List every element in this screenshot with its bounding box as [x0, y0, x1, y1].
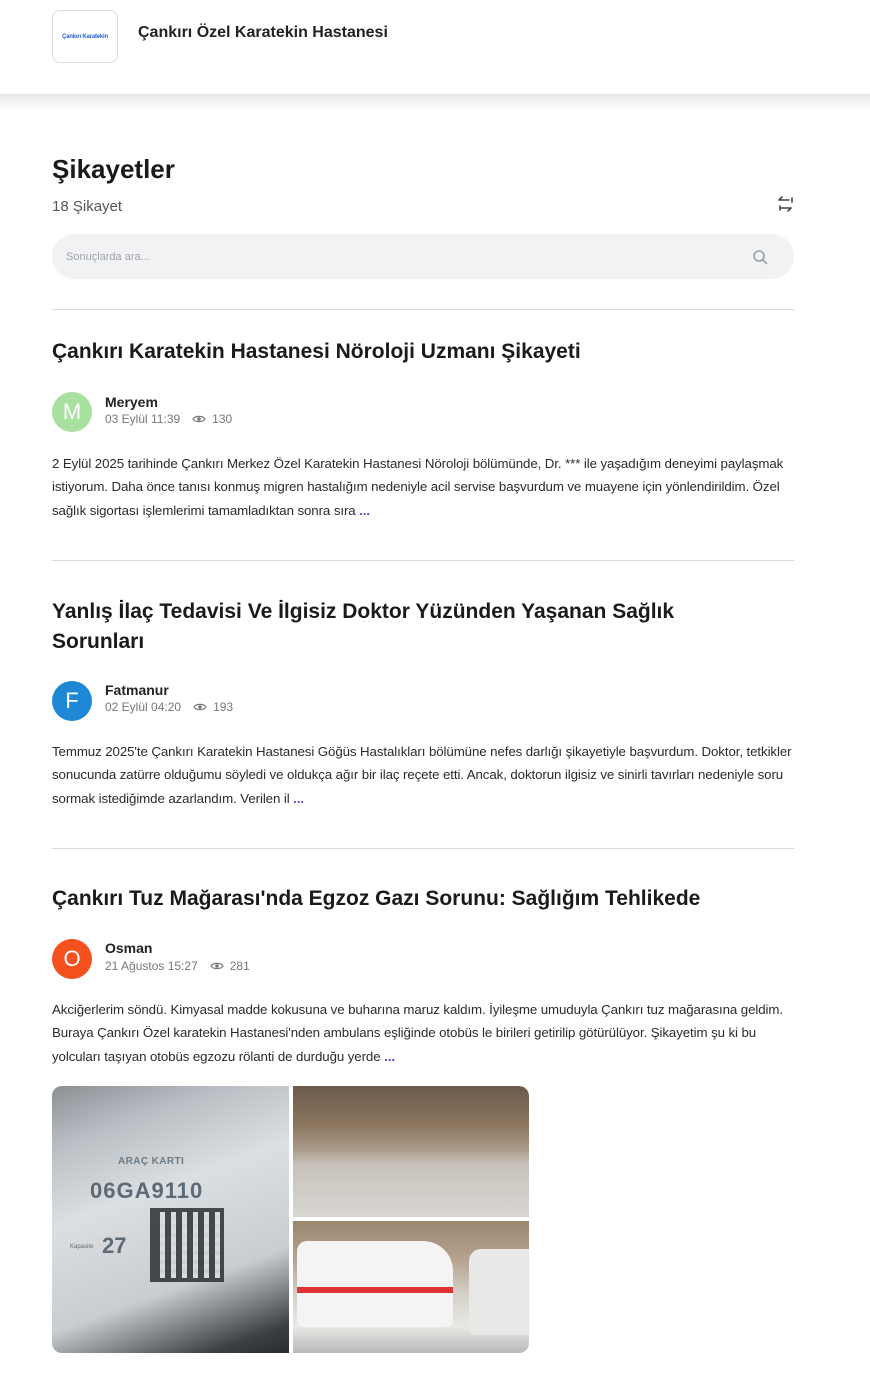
post-excerpt [52, 452, 797, 522]
qr-code-image [150, 1208, 224, 1282]
post-title[interactable]: Çankırı Tuz Mağarası'nda Egzoz Gazı Sorunu: Sağlığım Tehlikede [52, 887, 701, 910]
read-more-link[interactable]: ... [359, 502, 370, 518]
divider [52, 848, 794, 849]
post-excerpt [52, 998, 797, 1068]
gallery-photo-vehicle-card[interactable] [52, 1086, 289, 1353]
ambulance-stripe [297, 1287, 453, 1293]
avatar-letter: M [62, 399, 82, 424]
avatar[interactable] [52, 939, 92, 979]
sort-icon [776, 194, 796, 214]
search-icon[interactable] [752, 249, 768, 265]
read-more-link[interactable]: ... [384, 1048, 395, 1064]
author-name[interactable]: Fatmanur [105, 682, 169, 698]
post-title[interactable]: Çankırı Karatekin Hastanesi Nöroloji Uzmanı Şikayeti [52, 340, 581, 363]
hospital-logo[interactable] [52, 10, 118, 63]
logo-text: Çankırı Karatekin [62, 33, 108, 40]
divider [52, 560, 794, 561]
view-count: 130 [212, 412, 233, 426]
header-shadow [0, 94, 870, 112]
post-meta [105, 700, 233, 714]
post-title[interactable]: Yanlış İlaç Tedavisi Ve İlgisiz Doktor Yüzünden Yaşanan Sağlık Sorunları [52, 600, 675, 653]
divider [52, 309, 794, 310]
read-more-link[interactable]: ... [293, 790, 304, 806]
view-count: 281 [229, 959, 250, 973]
post-meta [105, 412, 232, 426]
avatar-letter: F [65, 688, 79, 713]
top-bar [0, 0, 870, 96]
card-label: ARAÇ KARTI [118, 1156, 185, 1167]
post-meta [105, 959, 250, 973]
author-name[interactable]: Meryem [105, 394, 158, 410]
card-capacity-label: Kapasite [70, 1244, 94, 1250]
page-title: Şikayetler [52, 154, 175, 184]
search-bar [52, 234, 794, 279]
complaint-count: 18 Şikayet [52, 198, 123, 215]
excerpt-text: 2 Eylül 2025 tarihinde Çankırı Merkez Özel Karatekin Hastanesi Nöroloji bölümünde, Dr. *** ile yaşadığım deneyimi paylaşmak istiyorum. Daha önce tanısı konmuş migren hastalığım nedeniyle acil servise başvurdum ve muayene için yönlendirildim. Özel sağlık sigortası işlemlerimi tamamladıktan sonra sıra [52, 456, 784, 518]
excerpt-text: Temmuz 2025'te Çankırı Karatekin Hastanesi Göğüs Hastalıkları bölümüne nefes darlığı şikayetiyle başvurdum. Doktor, tetkikler sonucunda zatürre olduğumu söyledi ve oldukça ağır bir ilaç reçete etti. Ancak, doktorun ilgisiz ve sinirli tavırları nedeniyle soru sormak istediğimde azarlandım. Verilen il [52, 744, 792, 806]
ambulance-image [297, 1241, 453, 1327]
gallery-photo-parking-lot[interactable] [293, 1086, 529, 1217]
hospital-name[interactable]: Çankırı Özel Karatekin Hastanesi [138, 24, 388, 41]
post-excerpt [52, 740, 797, 810]
post-date: 02 Eylül 04:20 [105, 700, 182, 714]
image-gallery [52, 1086, 529, 1353]
card-capacity: 27 [102, 1233, 127, 1258]
avatar[interactable] [52, 681, 92, 721]
post-date: 21 Ağustos 15:27 [105, 959, 198, 973]
excerpt-text: Akciğerlerim söndü. Kimyasal madde kokusuna ve buharına maruz kaldım. İyileşme umuduyla Çankırı tuz mağarasına geldim. Buraya Çankırı Özel karatekin Hastanesi'nden ambulans eşliğinde otobüs le birileri getirilip götürülüyor. Şikayetim şu ki bu yolcuları taşıyan otobüs egzozu rölanti de durduğu yerde [52, 1002, 783, 1064]
gallery-photo-ambulance[interactable] [293, 1221, 529, 1353]
eye-icon [192, 414, 206, 424]
van-image [469, 1249, 529, 1335]
eye-icon [193, 702, 207, 712]
search-input[interactable] [66, 234, 746, 279]
card-plate: 06GA9110 [90, 1178, 204, 1203]
sort-filter-button[interactable] [776, 194, 796, 214]
post-date: 03 Eylül 11:39 [105, 412, 181, 426]
view-count: 193 [213, 700, 234, 714]
eye-icon [210, 961, 224, 971]
avatar[interactable] [52, 392, 92, 432]
avatar-letter: O [63, 946, 81, 971]
author-name[interactable]: Osman [105, 940, 153, 956]
